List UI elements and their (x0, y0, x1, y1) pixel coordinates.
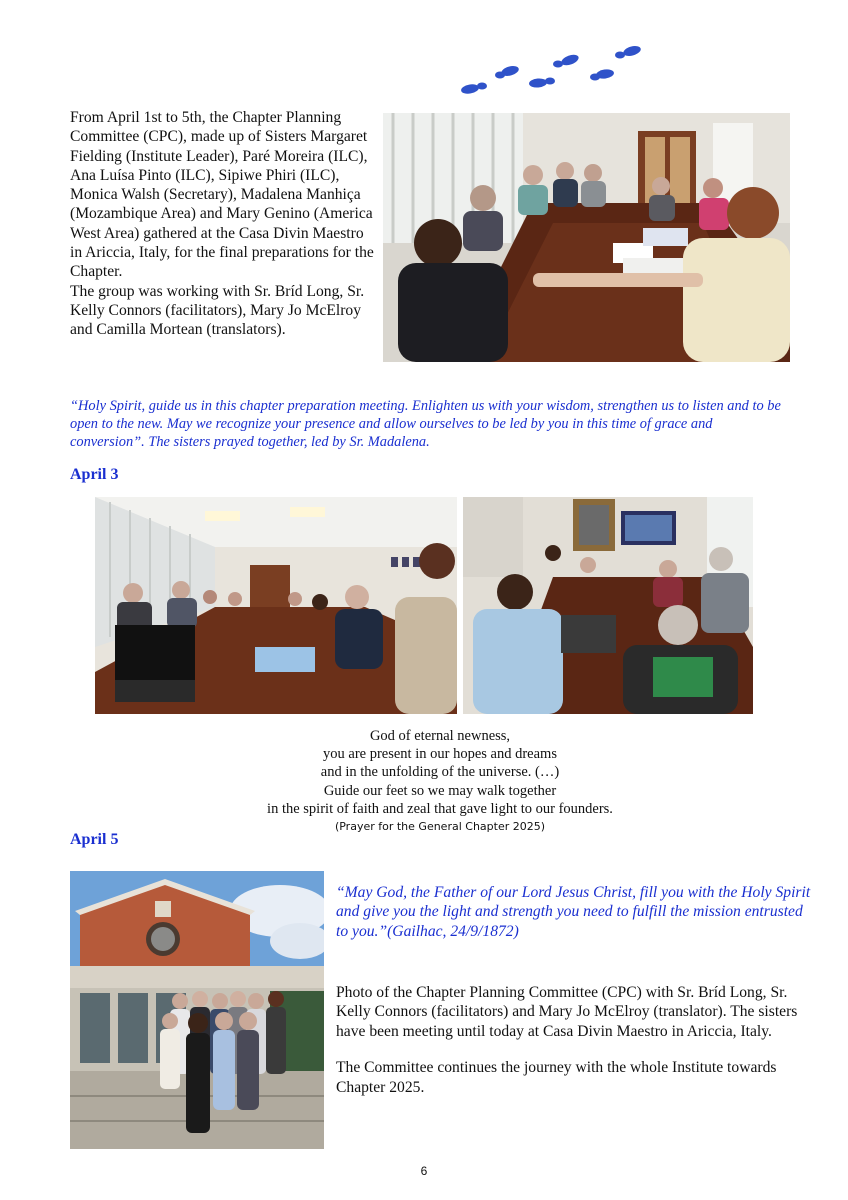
meeting-room-photo-left (95, 497, 457, 714)
group-photo (70, 871, 324, 1149)
prayer-source: (Prayer for the General Chapter 2025) (334, 820, 546, 834)
group-photo-caption (336, 983, 816, 1114)
gailhac-quote: “May God, the Father of our Lord Jesus Christ, fill you with the Holy Spirit and give you the light and strength you need to fulfill the mission entrusted to you.”(Gailhac, 24/9/1872) (336, 884, 811, 940)
intro-text (70, 108, 375, 340)
prayer-line: in the spirit of faith and zeal that gave light to our founders. (267, 800, 613, 817)
general-chapter-prayer (200, 727, 680, 836)
footprints-icon (450, 42, 650, 100)
prayer-quote: “Holy Spirit, guide us in this chapter preparation meeting. Enlighten us with your wisdom, strengthen us to listen and to be open to the new. May we recognize your presence and allow ourselves to be led by you in this time of grace and conversion”. The sisters prayed together, led by Sr. Madalena. (70, 398, 781, 450)
prayer-line: Guide our feet so we may walk together (323, 782, 557, 799)
caption-paragraph-2: The Committee continues the journey with the whole Institute towards Chapter 2025. (336, 1059, 777, 1096)
section-heading-april-3: April 3 (70, 466, 119, 483)
page-title-text (70, 42, 357, 67)
intro-paragraph-1: From April 1st to 5th, the Chapter Planning Committee (CPC), made up of Sisters Margaret Fielding (Institute Leader), Paré Moreira (ILC), Ana Luísa Pinto (ILC), Sipiwe Phiri (ILC), Monica Walsh (Secretary), Madalena Manhiça (Mozambique Area) and Mary Genino (America West Area) gathered at the Casa Divin Maestro in Ariccia, Italy, for the final preparations for the Chapter. (70, 109, 374, 281)
meeting-prayer-photo (383, 113, 790, 362)
caption-paragraph-1: Photo of the Chapter Planning Committee (CPC) with Sr. Bríd Long, Sr. Kelly Connors (facilitators) and Mary Jo McElroy (translator). The sisters have been meeting until today at Casa Divin Maestro in Ariccia, Italy. (336, 984, 798, 1040)
page-number: 6 (420, 1164, 428, 1178)
prayer-line: God of eternal newness, (369, 728, 511, 744)
intro-paragraph-2: The group was working with Sr. Bríd Long, Sr. Kelly Connors (facilitators), Mary Jo McElroy and Camilla Mortean (translators). (70, 282, 365, 339)
page-title (70, 42, 357, 68)
section-heading-april-5: April 5 (70, 831, 119, 848)
meeting-room-photo-right (463, 497, 753, 714)
prayer-line: you are present in our hopes and dreams (323, 746, 557, 763)
prayer-line: and in the unfolding of the universe. (…) (320, 764, 560, 781)
